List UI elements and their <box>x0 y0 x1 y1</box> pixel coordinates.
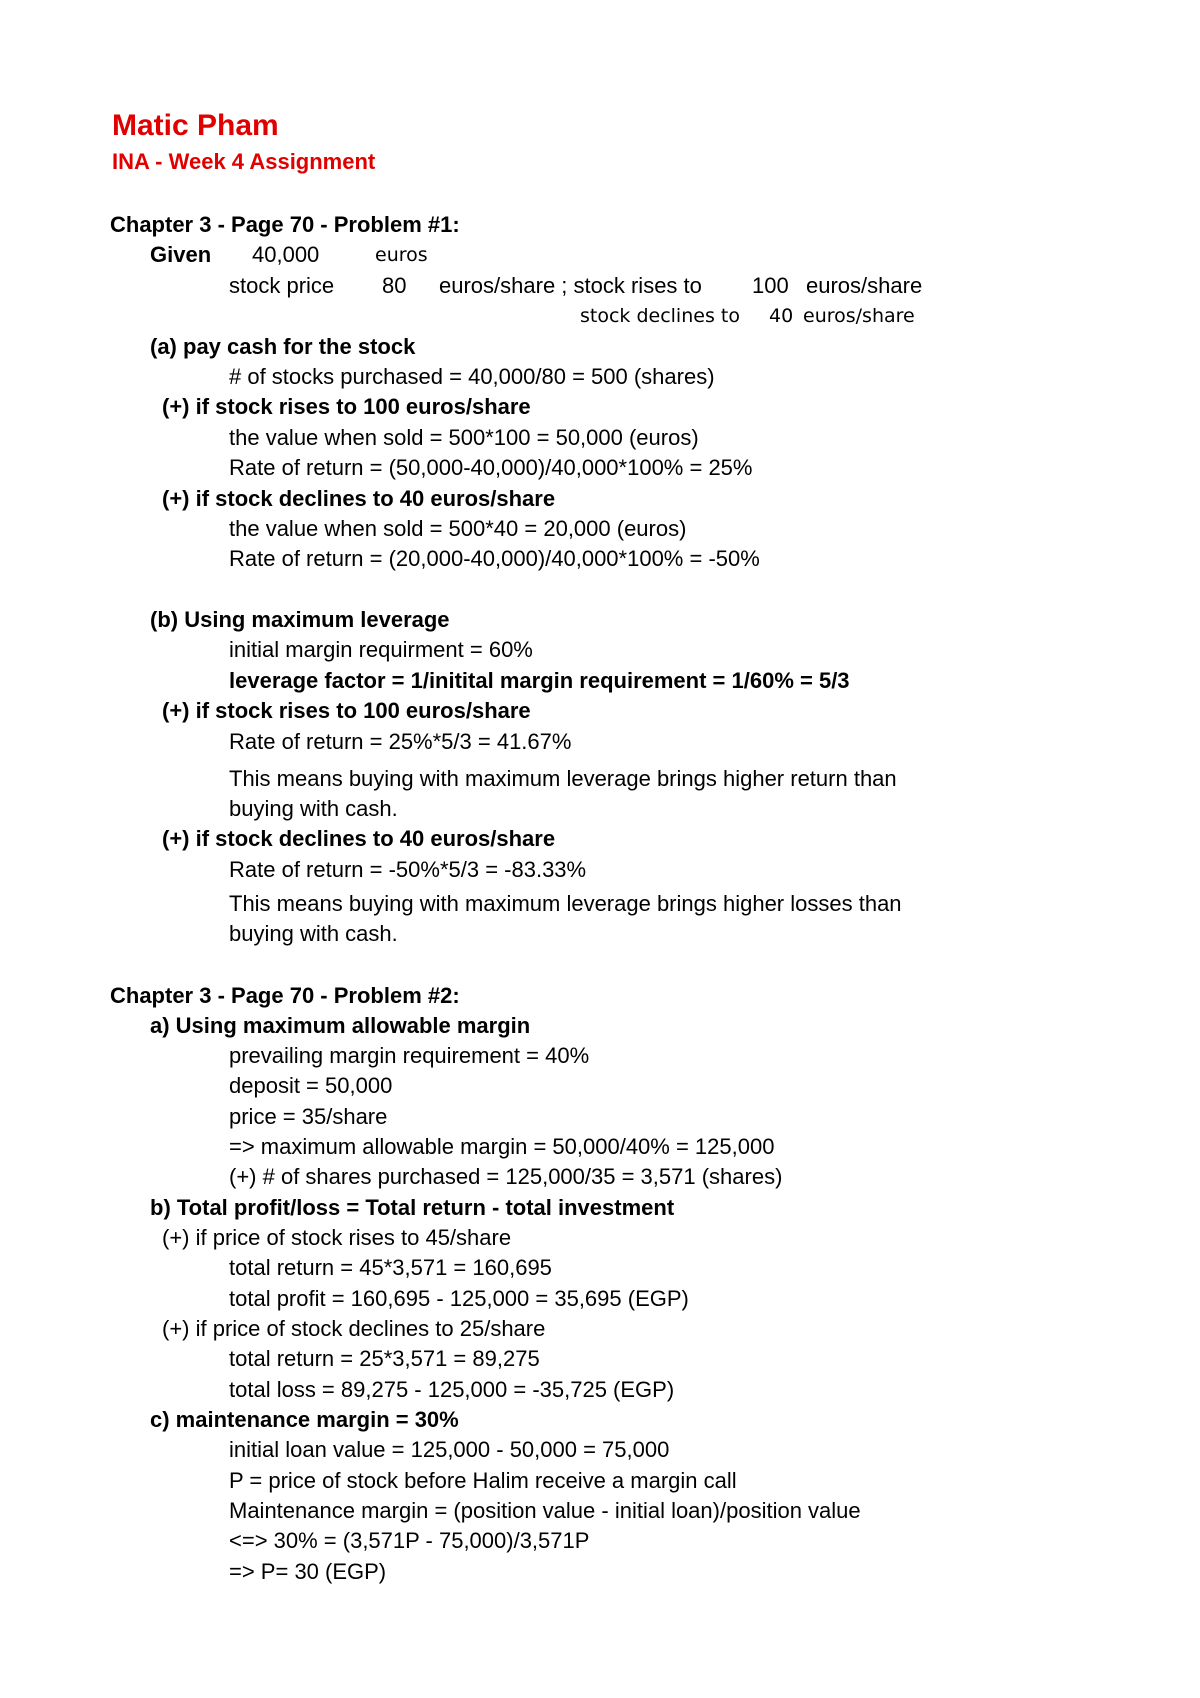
p2-b-decline-loss: total loss = 89,275 - 125,000 = -35,725 (EGP) <box>229 1377 675 1402</box>
problem-2-heading: Chapter 3 - Page 70 - Problem #2: <box>110 983 460 1008</box>
p2-a-line-2: deposit = 50,000 <box>229 1073 393 1098</box>
p2-a-line-3: price = 35/share <box>229 1104 388 1129</box>
p1-b-decline-heading: (+) if stock declines to 40 euros/share <box>162 826 556 851</box>
author-name: Matic Pham <box>112 109 279 142</box>
p2-c-line-4: <=> 30% = (3,571P - 75,000)/3,571P <box>229 1528 590 1553</box>
p1-b-decline-return: Rate of return = -50%*5/3 = -83.33% <box>229 857 587 882</box>
given-row <box>150 242 428 268</box>
p1-a-decline-return: Rate of return = (20,000-40,000)/40,000*100% = -50% <box>229 546 760 571</box>
p2-a-line-1: prevailing margin requirement = 40% <box>229 1043 590 1068</box>
p1-b-rise-note-2: buying with cash. <box>229 796 398 821</box>
p2-a-line-5: (+) # of shares purchased = 125,000/35 = 3,571 (shares) <box>229 1164 783 1189</box>
declines-text: stock declines to <box>580 305 740 327</box>
p2-b-decline-return: total return = 25*3,571 = 89,275 <box>229 1346 540 1371</box>
p1-b-rise-note-1: This means buying with maximum leverage brings higher return than <box>229 766 897 791</box>
decline-price-unit: euros/share <box>803 305 915 327</box>
stock-price-row <box>229 273 923 299</box>
decline-price-value: 40 <box>769 305 794 327</box>
p1-b-decline-note-1: This means buying with maximum leverage brings higher losses than <box>229 891 902 916</box>
stock-price-value: 80 <box>382 273 407 298</box>
p2-a-heading: a) Using maximum allowable margin <box>150 1013 531 1038</box>
problem-1-heading: Chapter 3 - Page 70 - Problem #1: <box>110 212 460 237</box>
given-unit: euros <box>375 244 428 266</box>
p1-a-decline-value: the value when sold = 500*40 = 20,000 (euros) <box>229 516 687 541</box>
given-amount: 40,000 <box>252 242 320 267</box>
p2-b-decline-heading: (+) if price of stock declines to 25/share <box>162 1316 546 1341</box>
p1-b-decline-note-2: buying with cash. <box>229 921 398 946</box>
p1-a-decline-heading: (+) if stock declines to 40 euros/share <box>162 486 556 511</box>
p1-b-rise-return: Rate of return = 25%*5/3 = 41.67% <box>229 729 572 754</box>
p2-c-line-5: => P= 30 (EGP) <box>229 1559 387 1584</box>
p2-b-rise-profit: total profit = 160,695 - 125,000 = 35,695 (EGP) <box>229 1286 689 1311</box>
p1-b-margin: initial margin requirment = 60% <box>229 637 533 662</box>
p2-c-line-3: Maintenance margin = (position value - initial loan)/position value <box>229 1498 861 1523</box>
stock-rises-text: euros/share ; stock rises to <box>439 273 702 298</box>
p2-b-rise-heading: (+) if price of stock rises to 45/share <box>162 1225 512 1250</box>
p1-a-rise-heading: (+) if stock rises to 100 euros/share <box>162 394 531 419</box>
p1-b-leverage: leverage factor = 1/initital margin requirement = 1/60% = 5/3 <box>229 668 850 693</box>
p2-b-rise-return: total return = 45*3,571 = 160,695 <box>229 1255 552 1280</box>
assignment-title: INA - Week 4 Assignment <box>112 149 376 174</box>
rise-price-unit: euros/share <box>806 273 923 298</box>
p2-a-line-4: => maximum allowable margin = 50,000/40% = 125,000 <box>229 1134 775 1159</box>
p1-a-shares: # of stocks purchased = 40,000/80 = 500 (shares) <box>229 364 715 389</box>
p1-a-rise-value: the value when sold = 500*100 = 50,000 (euros) <box>229 425 699 450</box>
stock-price-label: stock price <box>229 273 335 298</box>
given-label: Given <box>150 242 212 267</box>
p2-c-line-2: P = price of stock before Halim receive a margin call <box>229 1468 737 1493</box>
p1-a-rise-return: Rate of return = (50,000-40,000)/40,000*100% = 25% <box>229 455 753 480</box>
p1-a-heading: (a) pay cash for the stock <box>150 334 416 359</box>
p2-c-line-1: initial loan value = 125,000 - 50,000 = 75,000 <box>229 1437 670 1462</box>
p1-b-heading: (b) Using maximum leverage <box>150 607 450 632</box>
declines-row <box>580 303 915 329</box>
p2-c-heading: c) maintenance margin = 30% <box>150 1407 459 1432</box>
p2-b-heading: b) Total profit/loss = Total return - total investment <box>150 1195 675 1220</box>
p1-b-rise-heading: (+) if stock rises to 100 euros/share <box>162 698 531 723</box>
rise-price-value: 100 <box>752 273 789 298</box>
